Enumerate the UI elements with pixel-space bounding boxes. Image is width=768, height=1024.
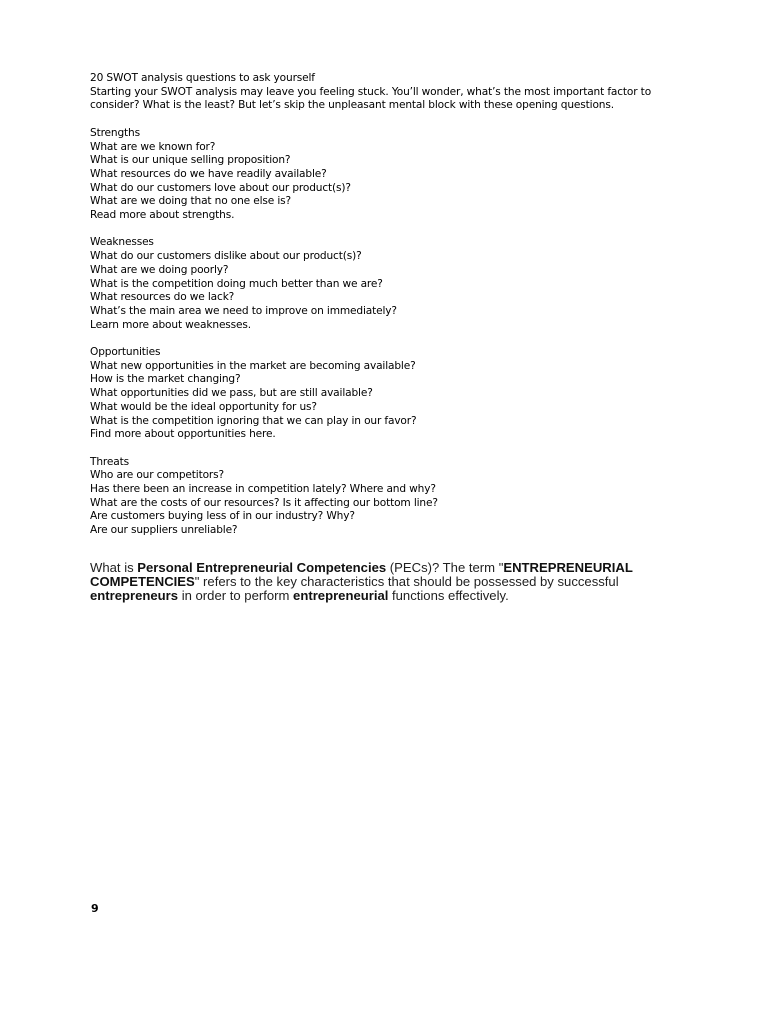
pecs-text: (PECs)? The term " <box>386 560 504 575</box>
opportunities-section <box>90 346 690 442</box>
strengths-question: What resources do we have readily available? <box>90 167 327 180</box>
swot-questions-block <box>90 72 690 538</box>
opportunities-question: How is the market changing? <box>90 373 241 386</box>
pecs-text: in order to perform <box>178 587 294 603</box>
strengths-question: What do our customers love about our product(s)? <box>90 181 351 194</box>
swot-intro-paragraph: Starting your SWOT analysis may leave you feeling stuck. You’ll wonder, what’s the most important factor to consider? What is the least? But let’s skip the unpleasant mental block with these opening questions. <box>90 85 652 112</box>
weaknesses-learn-more: Learn more about weaknesses. <box>90 318 252 331</box>
section-heading-weaknesses: Weaknesses <box>90 236 154 249</box>
pecs-text: functions effectively. <box>388 587 509 603</box>
threats-question: Has there been an increase in competition lately? Where and why? <box>90 483 436 496</box>
opportunities-question: What opportunities did we pass, but are still available? <box>90 387 373 400</box>
threats-section <box>90 456 690 538</box>
strengths-section <box>90 127 690 223</box>
weaknesses-question: What do our customers dislike about our product(s)? <box>90 250 362 263</box>
threats-question: Are our suppliers unreliable? <box>90 524 238 537</box>
strengths-read-more: Read more about strengths. <box>90 209 235 222</box>
strengths-question: What are we doing that no one else is? <box>90 195 291 208</box>
weaknesses-section <box>90 236 690 332</box>
weaknesses-question: What’s the main area we need to improve on immediately? <box>90 304 397 317</box>
section-heading-opportunities: Opportunities <box>90 346 161 359</box>
swot-title: 20 SWOT analysis questions to ask yourself <box>90 72 315 84</box>
weaknesses-question: What is the competition doing much better than we are? <box>90 277 383 290</box>
strengths-question: What are we known for? <box>90 140 216 153</box>
strengths-question: What is our unique selling proposition? <box>90 154 291 167</box>
weaknesses-question: What resources do we lack? <box>90 291 235 304</box>
entrepreneurial-competencies-bold: ENTREPRENEURIAL COMPETENCIES <box>90 560 633 589</box>
pecs-text: What is <box>90 560 138 575</box>
opportunities-question: What new opportunities in the market are becoming available? <box>90 359 416 372</box>
opportunities-question: What is the competition ignoring that we can play in our favor? <box>90 414 417 427</box>
entrepreneurial-bold: entrepreneurial <box>293 587 389 603</box>
section-heading-strengths: Strengths <box>90 126 140 139</box>
pecs-term-bold: Personal Entrepreneurial Competencies <box>137 560 387 575</box>
pecs-text: " refers to the key characteristics that should be possessed by successful <box>194 573 619 589</box>
pecs-definition-paragraph <box>90 561 680 602</box>
opportunities-question: What would be the ideal opportunity for us? <box>90 400 317 413</box>
threats-question: Are customers buying less of in our industry? Why? <box>90 510 355 523</box>
threats-question: What are the costs of our resources? Is it affecting our bottom line? <box>90 496 438 509</box>
entrepreneurs-bold: entrepreneurs <box>90 587 179 603</box>
section-heading-threats: Threats <box>90 455 129 468</box>
page-number: 9 <box>91 902 99 915</box>
weaknesses-question: What are we doing poorly? <box>90 263 229 276</box>
opportunities-find-more: Find more about opportunities here. <box>90 428 276 441</box>
threats-question: Who are our competitors? <box>90 469 224 482</box>
